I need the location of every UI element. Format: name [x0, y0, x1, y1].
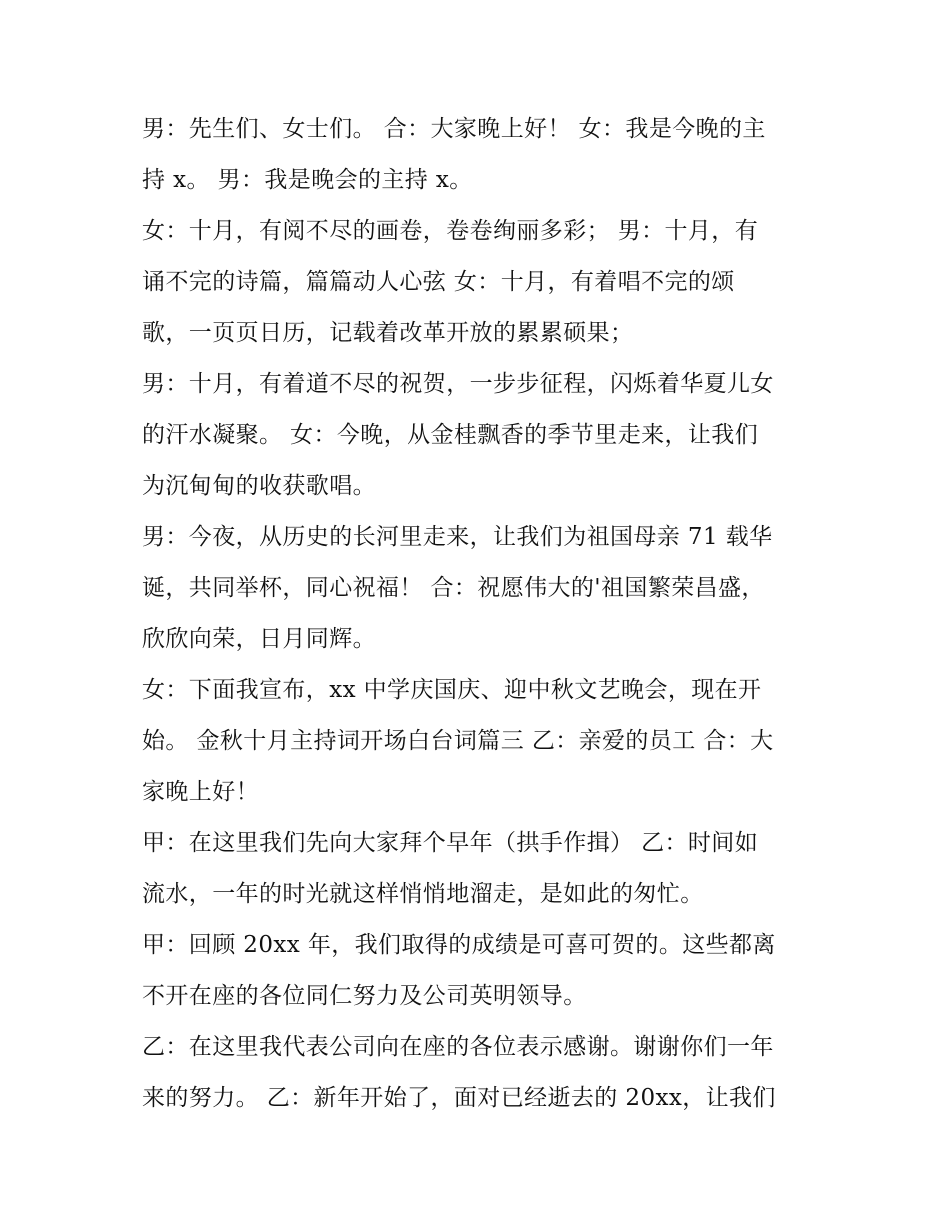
- text-line: 甲：在这里我们先向大家拜个早年（拱手作揖） 乙：时间如: [142, 830, 759, 856]
- paragraph-7: [142, 920, 820, 1022]
- text-line: 男：十月，有着道不尽的祝贺，一步步征程，闪烁着华夏儿女: [142, 371, 774, 397]
- paragraph-8: [142, 1022, 820, 1124]
- paragraph-3: [142, 359, 820, 512]
- text-line: 诵不完的诗篇，篇篇动人心弦 女：十月，有着唱不完的颂: [142, 269, 735, 295]
- paragraph-2: [142, 206, 820, 359]
- text-line: 来的努力。 乙：新年开始了，面对已经逝去的 20xx，让我们: [142, 1085, 776, 1111]
- text-line: 持 x。 男：我是晚会的主持 x。: [142, 167, 473, 193]
- text-line: 乙：在这里我代表公司向在座的各位表示感谢。谢谢你们一年: [142, 1034, 774, 1060]
- text-line: 诞，共同举杯，同心祝福！ 合：祝愿伟大的'祖国繁荣昌盛，: [142, 575, 765, 601]
- text-line: 欣欣向荣，日月同辉。: [142, 626, 376, 652]
- text-line: 甲：回顾 20xx 年，我们取得的成绩是可喜可贺的。这些都离: [142, 932, 776, 958]
- paragraph-4: [142, 512, 820, 665]
- document-body: [142, 104, 820, 1124]
- text-line: 的汗水凝聚。 女：今晚，从金桂飘香的季节里走来，让我们: [142, 422, 759, 448]
- paragraph-6: [142, 818, 820, 920]
- text-line: 为沉甸甸的收获歌唱。: [142, 473, 376, 499]
- text-line: 流水，一年的时光就这样悄悄地溜走，是如此的匆忙。: [142, 881, 704, 907]
- text-line: 男：先生们、女士们。 合：大家晚上好！ 女：我是今晚的主: [142, 116, 766, 142]
- text-line: 女：十月，有阅不尽的画卷，卷卷绚丽多彩； 男：十月，有: [142, 218, 759, 244]
- text-line: 歌，一页页日历，记载着改革开放的累累硕果；: [142, 320, 634, 346]
- text-line: 男：今夜，从历史的长河里走来，让我们为祖国母亲 71 载华: [142, 524, 773, 550]
- text-line: 不开在座的各位同仁努力及公司英明领导。: [142, 983, 587, 1009]
- paragraph-5: [142, 665, 820, 818]
- paragraph-1: [142, 104, 820, 206]
- text-line: 家晚上好！: [142, 779, 259, 805]
- text-line: 女：下面我宣布，xx 中学庆国庆、迎中秋文艺晚会，现在开: [142, 677, 762, 703]
- text-line: 始。 金秋十月主持词开场白台词篇三 乙：亲爱的员工 合：大: [142, 728, 774, 754]
